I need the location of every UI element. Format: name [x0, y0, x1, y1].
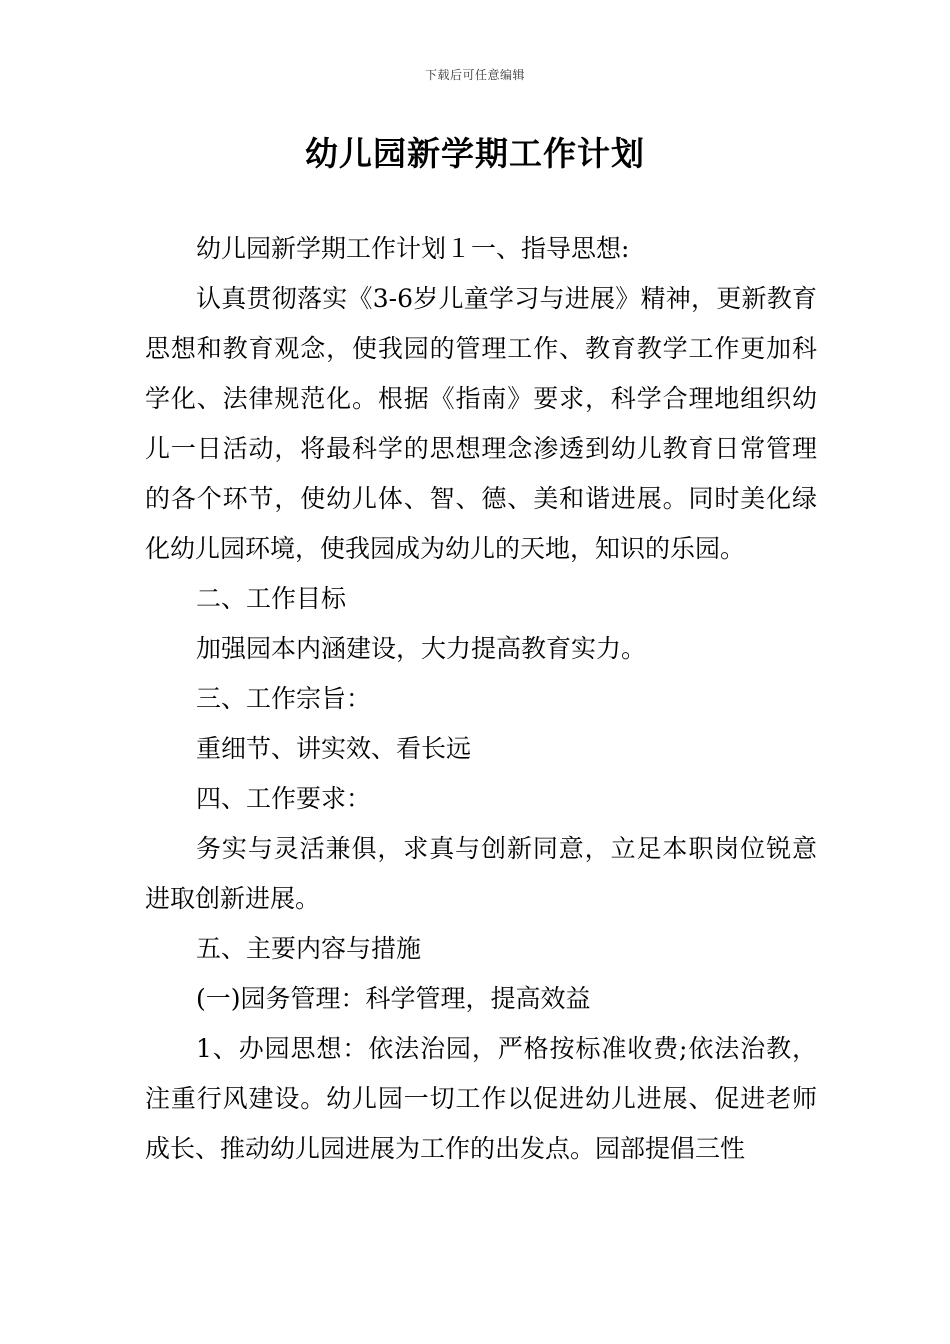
section-heading-purpose: 三、工作宗旨：: [196, 684, 372, 713]
paragraph-intro-heading: 幼儿园新学期工作计划１一、指导思想:: [196, 234, 630, 263]
subsection-heading-management: (一)园务管理：科学管理，提高效益: [196, 984, 591, 1013]
paragraph-purpose: 重细节、讲实效、看长远: [196, 734, 472, 763]
section-heading-goals: 二、工作目标: [196, 584, 347, 613]
paragraph-guiding-thought: 认真贯彻落实《3-6岁儿童学习与进展》精神，更新教育思想和教育观念，使我园的管理工作、教育教学工作更加科学化、法律规范化。根据《指南》要求，科学合理地组织幼儿一日活动，将最科学的思想理念渗透到幼儿教育日常管理的各个环节，使幼儿体、智、德、美和谐进展。同时美化绿化幼儿园环境，使我园成为幼儿的天地，知识的乐园。: [145, 284, 817, 563]
document-title: 幼儿园新学期工作计划: [305, 134, 645, 173]
page-header-note: 下载后可任意编辑: [424, 68, 525, 82]
section-heading-requirements: 四、工作要求：: [196, 784, 372, 813]
paragraph-goals: 加强园本内涵建设，大力提高教育实力。: [196, 634, 647, 663]
document-body: [145, 224, 817, 1174]
section-heading-content-measures: 五、主要内容与措施: [196, 934, 422, 963]
paragraph-requirements: 务实与灵活兼俱，求真与创新同意，立足本职岗位锐意进取创新进展。: [145, 834, 817, 913]
paragraph-management-philosophy: 1、办园思想：依法治园，严格按标准收费;依法治教，注重行风建设。幼儿园一切工作以促进幼儿进展、促进老师成长、推动幼儿园进展为工作的出发点。园部提倡三性: [145, 1034, 817, 1163]
